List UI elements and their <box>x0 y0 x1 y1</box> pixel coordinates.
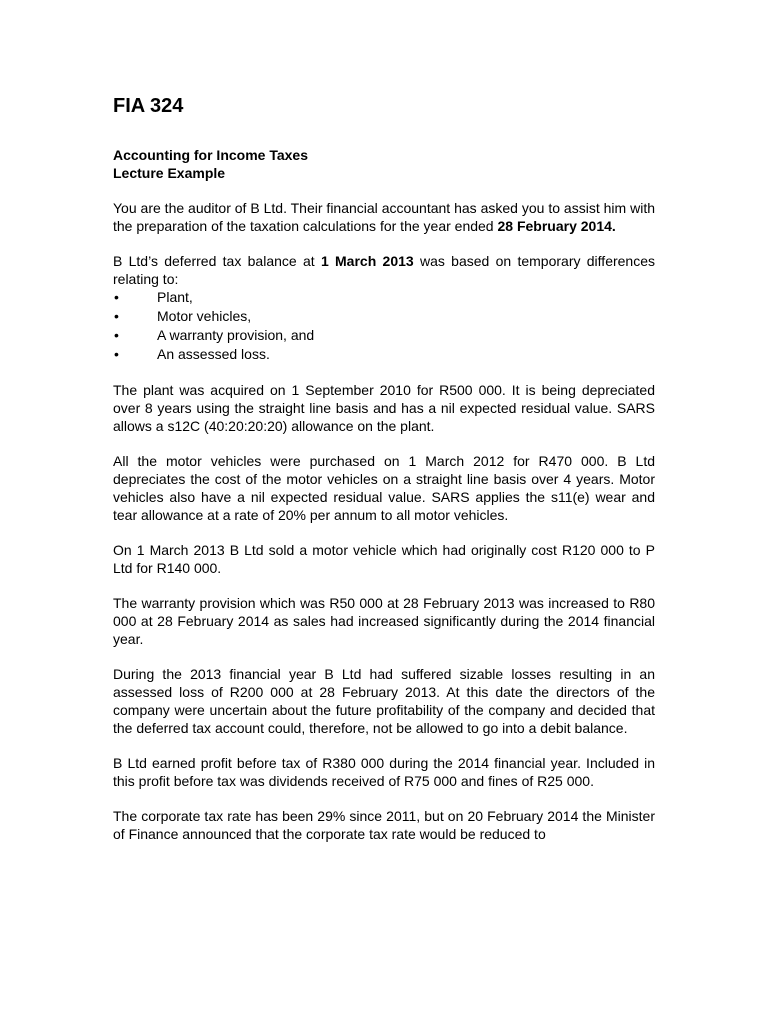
document-page <box>113 92 655 843</box>
list-item <box>113 345 655 364</box>
vehicle-sale-paragraph: On 1 March 2013 B Ltd sold a motor vehicle which had originally cost R120 000 to P Ltd for R140 000. <box>113 542 655 576</box>
plant-paragraph: The plant was acquired on 1 September 2010 for R500 000. It is being depreciated over 8 years using the straight line basis and has a nil expected residual value. SARS allows a s12C (40:20:20:20) allowance on the plant. <box>113 382 655 434</box>
opening-date: 1 March 2013 <box>320 253 414 269</box>
bullet-icon: • <box>114 308 119 324</box>
list-item <box>113 307 655 326</box>
lecture-example-heading: Lecture Example <box>113 165 226 181</box>
list-item-text: Motor vehicles, <box>157 308 252 324</box>
warranty-paragraph: The warranty provision which was R50 000 at 28 February 2013 was increased to R80 000 at 28 February 2014 as sales had increased significantly during the 2014 financial year. <box>113 595 655 647</box>
tax-rate-paragraph: The corporate tax rate has been 29% since 2011, but on 20 February 2014 the Minister of Finance announced that the corporate tax rate would be reduced to <box>113 808 655 842</box>
temporary-differences-list <box>113 288 655 364</box>
deferred-tax-paragraph <box>113 252 655 288</box>
topic-heading: Accounting for Income Taxes <box>113 147 308 163</box>
year-end-date: 28 February 2014. <box>497 218 616 234</box>
list-item-text: A warranty provision, and <box>157 327 315 343</box>
deferred-tax-text-start: B Ltd’s deferred tax balance at <box>113 253 321 269</box>
assessed-loss-paragraph: During the 2013 financial year B Ltd had suffered sizable losses resulting in an assessed loss of R200 000 at 28 February 2013. At this date the directors of the company were uncertain about the future profitability of the company and decided that the deferred tax account could, therefore, not be allowed to go into a debit balance. <box>113 666 655 736</box>
motor-vehicles-paragraph: All the motor vehicles were purchased on 1 March 2012 for R470 000. B Ltd depreciates the cost of the motor vehicles on a straight line basis over 4 years. Motor vehicles also have a nil expected residual value. SARS applies the s11(e) wear and tear allowance at a rate of 20% per annum to all motor vehicles. <box>113 453 655 523</box>
list-item-text: Plant, <box>157 289 193 305</box>
profit-paragraph: B Ltd earned profit before tax of R380 000 during the 2014 financial year. Included in this profit before tax was dividends received of R75 000 and fines of R25 000. <box>113 755 655 789</box>
document-title: FIA 324 <box>113 95 184 117</box>
section-heading <box>113 146 655 182</box>
bullet-icon: • <box>114 327 119 343</box>
intro-paragraph <box>113 199 655 235</box>
list-item <box>113 288 655 307</box>
list-item-text: An assessed loss. <box>157 346 270 362</box>
bullet-icon: • <box>114 289 119 305</box>
bullet-icon: • <box>114 346 119 362</box>
deferred-tax-text-end: was based on temporary differences relating to: <box>113 253 655 287</box>
list-item <box>113 326 655 345</box>
intro-text: You are the auditor of B Ltd. Their financial accountant has asked you to assist him with the preparation of the taxation calculations for the year ended <box>113 200 655 234</box>
